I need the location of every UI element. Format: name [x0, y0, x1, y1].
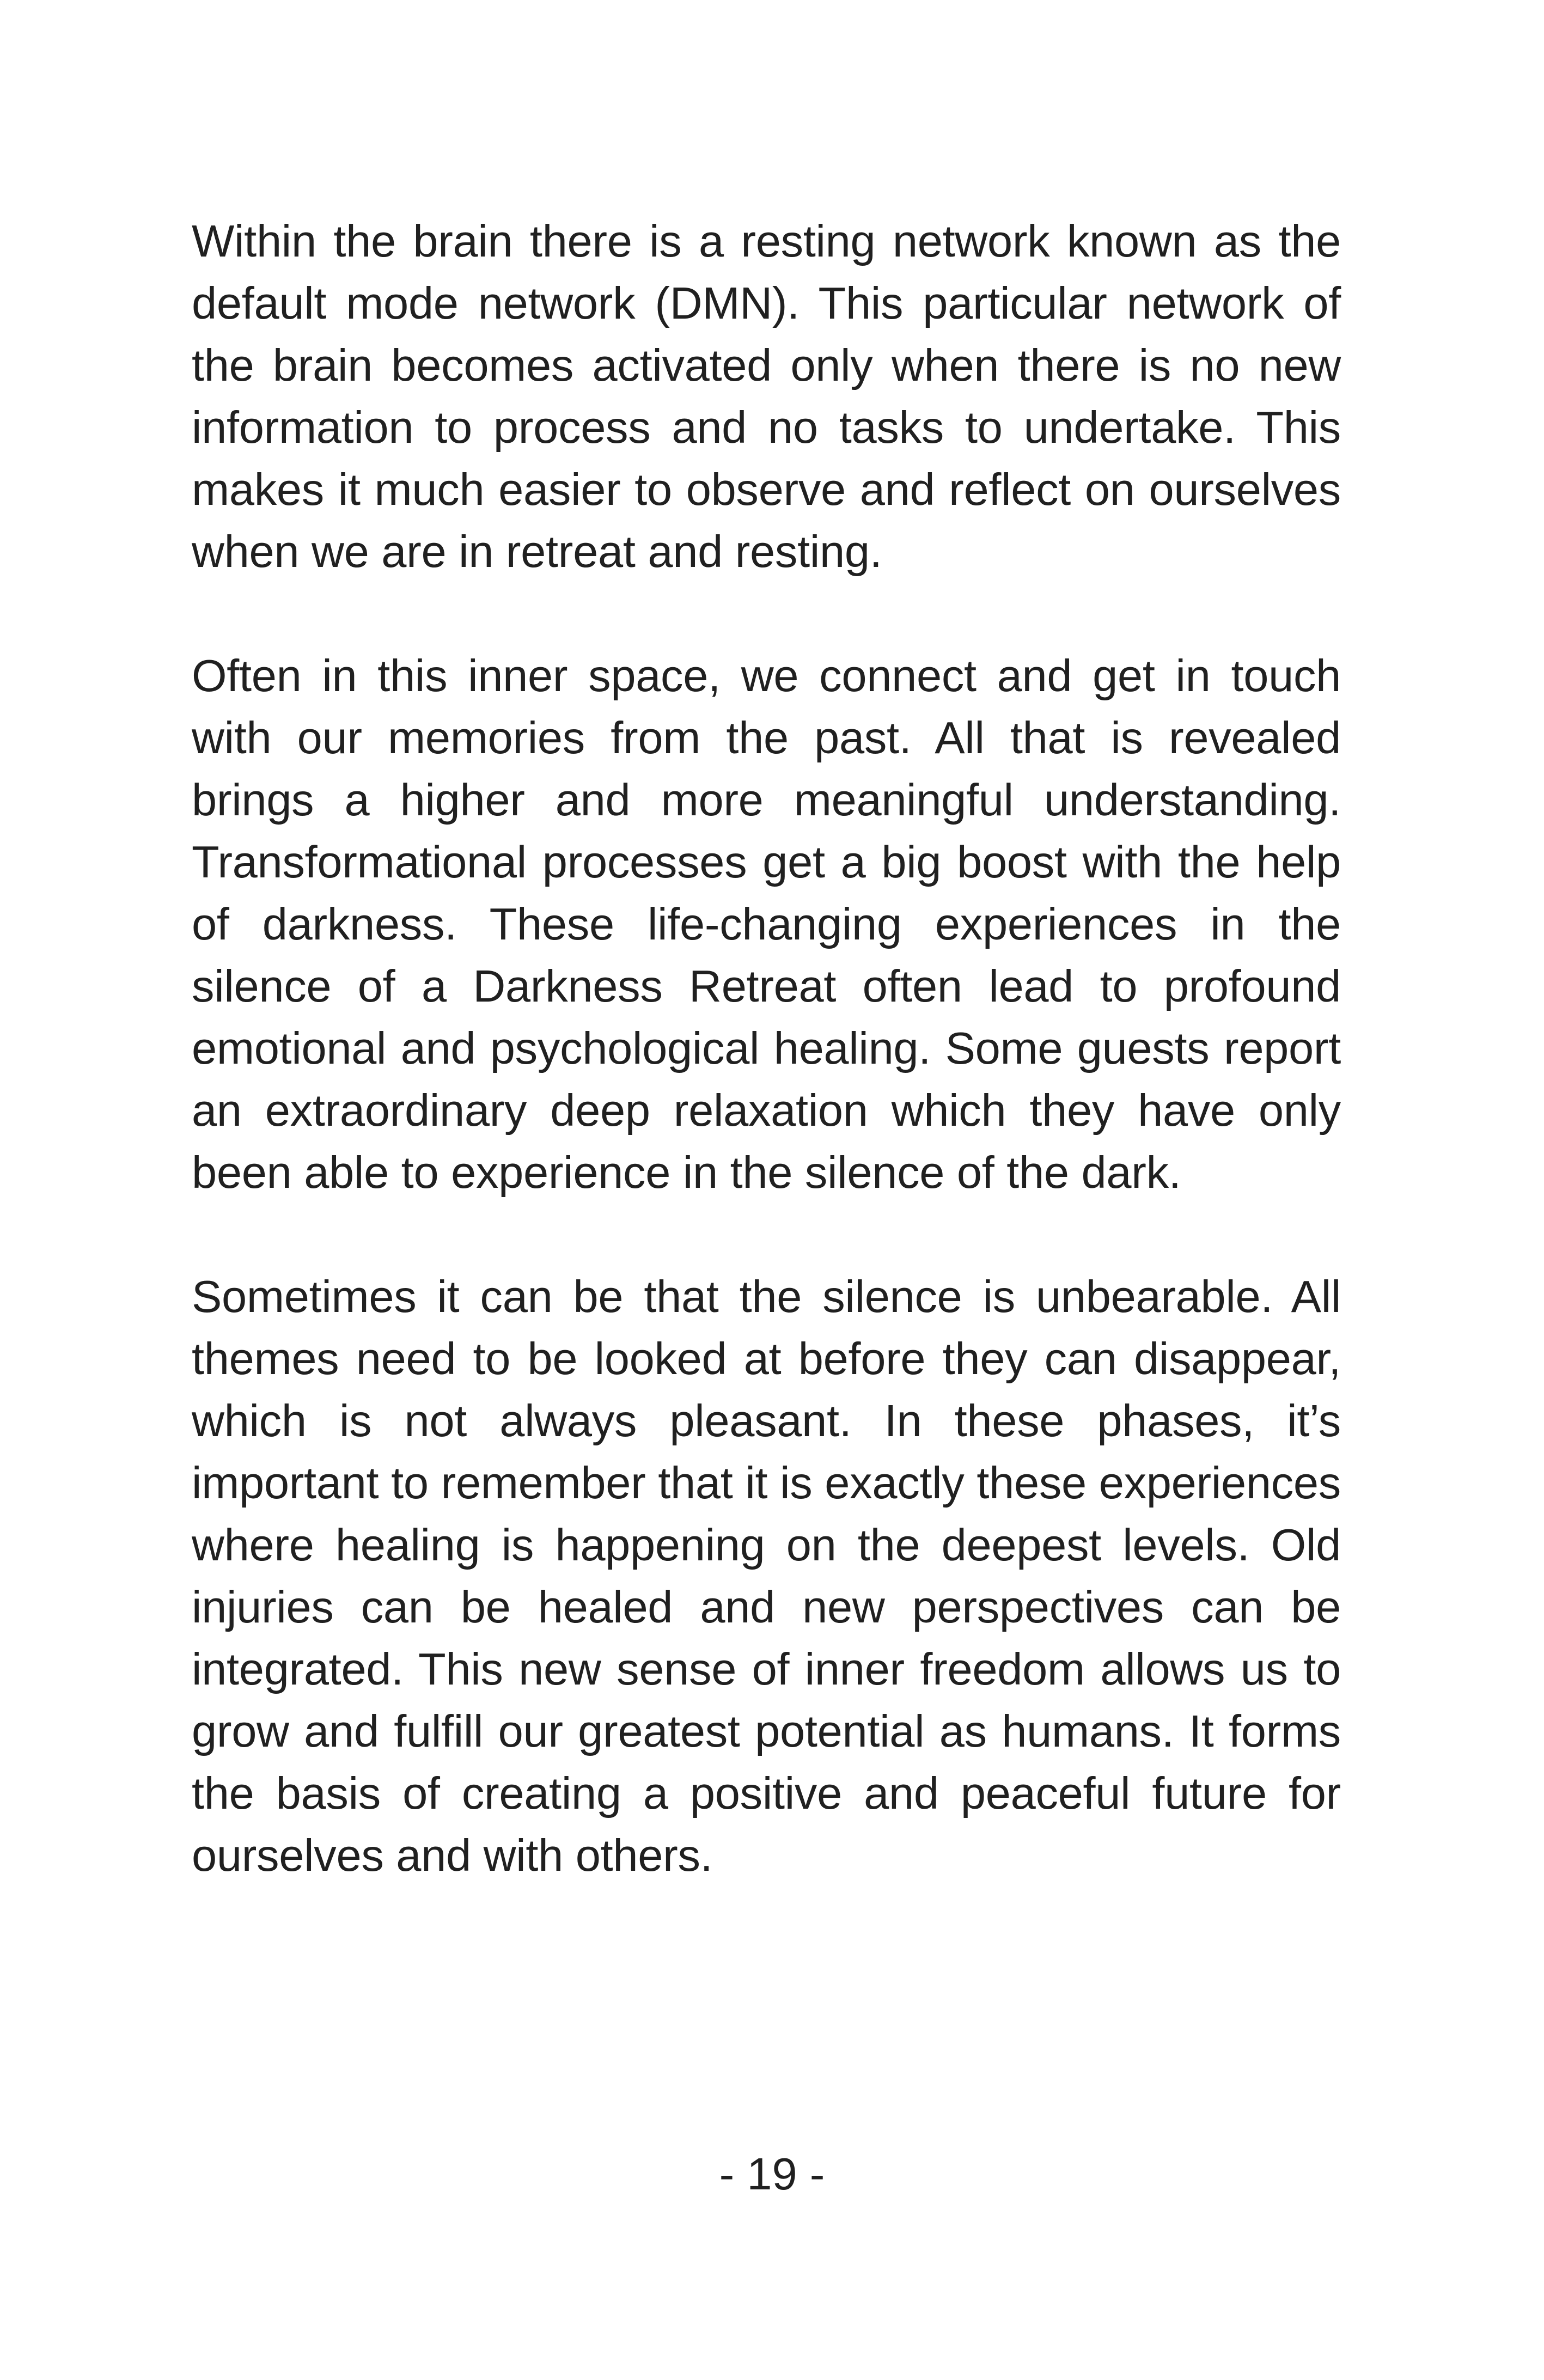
paragraph-silence: Sometimes it can be that the silence is unbearable. All themes need to be looked at before they can disappear, which is not always pleasant. In these phases, it’s important to remember that it is exactly these experiences where healing is happening on the deepest levels. Old injuries can be healed and new perspectives can be integrated. This new sense of inner freedom allows us to grow and fulfill our greatest potential as humans. It forms the basis of creating a positive and peaceful future for ourselves and with others. — [192, 1271, 1341, 1881]
paragraph-inner-space: Often in this inner space, we connect and get in touch with our memories from the past. All that is revealed brings a higher and more meaningful understanding. Transformational processes get a big boost with the help of darkness. These life-changing experiences in the silence of a Darkness Retreat often lead to profound emotional and psychological healing. Some guests report an extraordinary deep relaxation which they have only been able to experience in the silence of the dark. — [192, 650, 1341, 1198]
paragraph-dmn: Within the brain there is a resting network known as the default mode network (DMN). This particular network of the brain becomes activated only when there is no new information to process and no tasks to undertake. This makes it much easier to observe and reflect on ourselves when we are in retreat and resting. — [192, 216, 1341, 577]
body-text — [192, 210, 1341, 1949]
page-number: - 19 - — [719, 2149, 825, 2199]
